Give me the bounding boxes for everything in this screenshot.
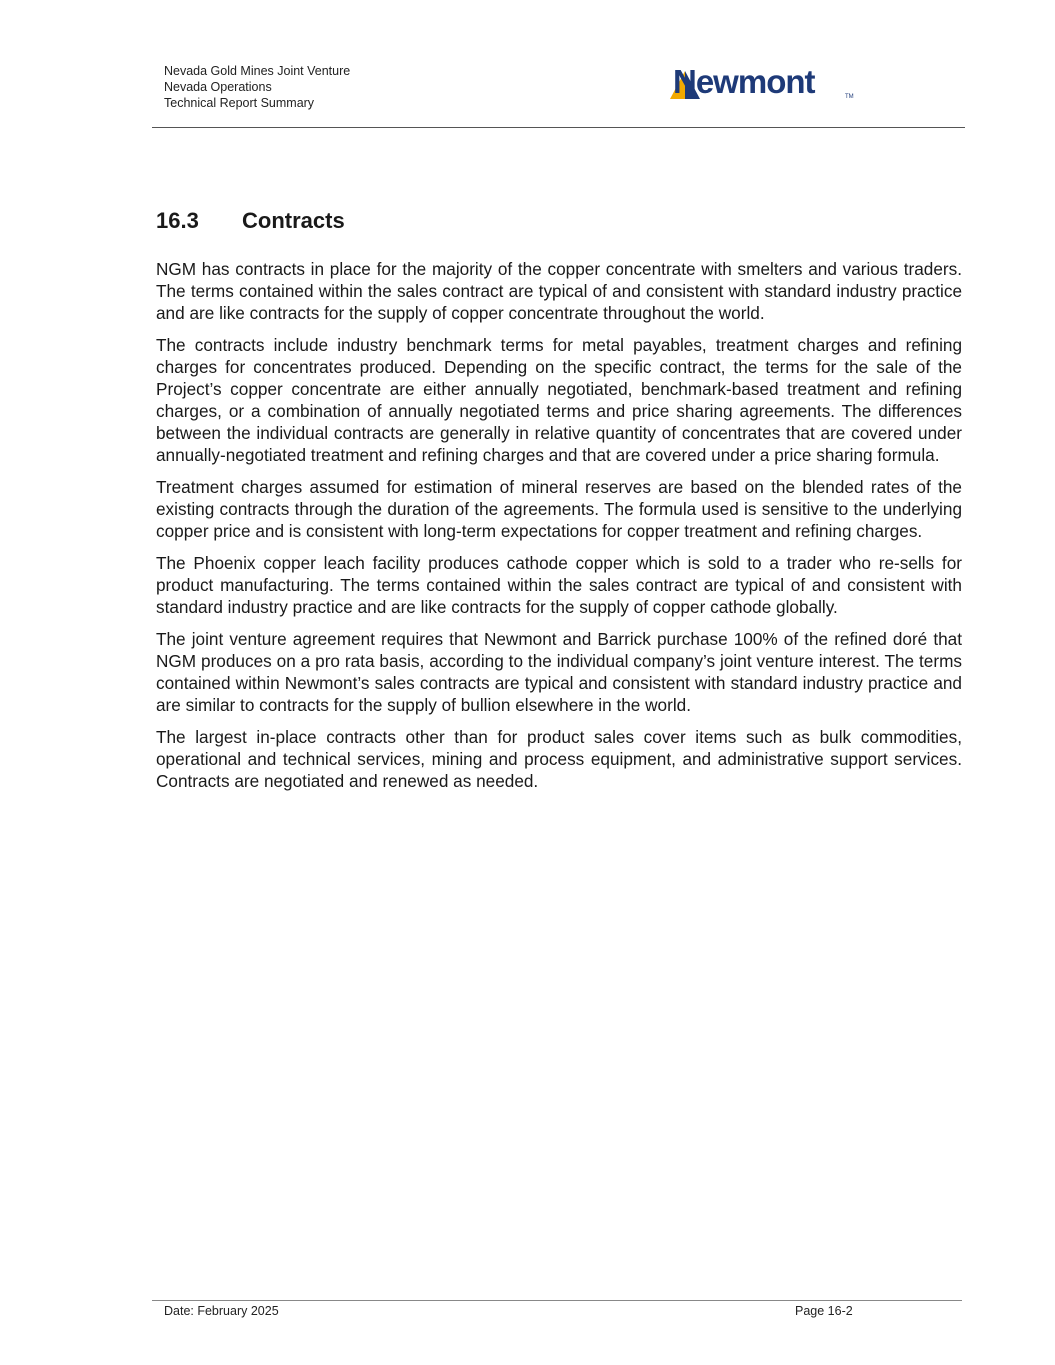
header-line-operations: Nevada Operations	[164, 80, 272, 94]
section-number: 16.3	[156, 208, 199, 233]
section-body	[156, 258, 962, 802]
section-heading	[156, 208, 345, 234]
footer-date: Date: February 2025	[164, 1304, 279, 1318]
newmont-logo	[670, 63, 855, 102]
paragraph: Treatment charges assumed for estimation of mineral reserves are based on the blended rates of the existing contracts through the duration of the agreements. The formula used is sensitive to the underlying copper price and is consistent with long-term expectations for copper treatment and refining charges.	[156, 477, 962, 541]
section-title: Contracts	[242, 208, 345, 233]
header-divider	[152, 127, 965, 128]
header-line-report: Technical Report Summary	[164, 96, 315, 110]
footer-divider	[152, 1300, 962, 1301]
paragraph: The Phoenix copper leach facility produces cathode copper which is sold to a trader who re-sells for product manufacturing. The terms contained within the sales contract are typical of and consistent with standard industry practice and are like contracts for the supply of copper cathode globally.	[156, 553, 962, 617]
document-header	[164, 63, 350, 111]
footer-page-number: Page 16-2	[795, 1304, 853, 1318]
paragraph: NGM has contracts in place for the majority of the copper concentrate with smelters and various traders. The terms contained within the sales contract are typical of and consistent with standard industry practice and are like contracts for the supply of copper concentrate throughout the world.	[156, 259, 962, 323]
header-line-company: Nevada Gold Mines Joint Venture	[164, 64, 351, 78]
paragraph: The joint venture agreement requires that Newmont and Barrick purchase 100% of the refined doré that NGM produces on a pro rata basis, according to the individual company’s joint venture interest. The terms contained within Newmont’s sales contracts are typical and consistent with standard industry practice and are similar to contracts for the supply of bullion elsewhere in the world.	[156, 629, 962, 715]
logo-wordmark: Newmont	[673, 63, 815, 100]
paragraph: The contracts include industry benchmark terms for metal payables, treatment charges and refining charges for concentrates produced. Depending on the specific contract, the terms for the sale of the Project’s copper concentrate are either annually negotiated, benchmark-based treatment and refining charges, or a combination of annually negotiated terms and price sharing agreements. The differences between the individual contracts are generally in relative quantity of concentrates that are covered under annually-negotiated treatment and refining charges and that are covered under a price sharing formula.	[156, 335, 962, 465]
logo-trademark: TM	[845, 94, 854, 100]
paragraph: The largest in-place contracts other than for product sales cover items such as bulk commodities, operational and technical services, mining and process equipment, and administrative support services. Contracts are negotiated and renewed as needed.	[156, 727, 962, 791]
